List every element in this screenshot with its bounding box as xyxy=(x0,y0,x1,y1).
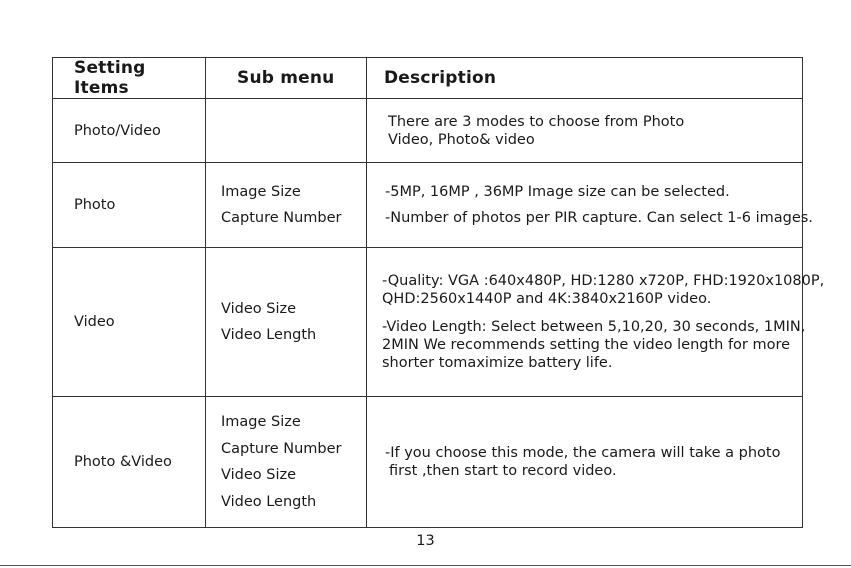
setting-item-video: Video xyxy=(53,248,206,397)
submenu-cell xyxy=(206,163,367,248)
submenu-item: Capture Number xyxy=(221,440,342,457)
page-number: 13 xyxy=(416,533,435,549)
description-cell xyxy=(367,248,825,397)
submenu-cell-empty xyxy=(206,99,367,163)
description-cell xyxy=(367,99,803,163)
description-line: -Quality: VGA :640x480P, HD:1280 x720P, FHD:1920x1080P, xyxy=(382,273,825,289)
description-line: 2MIN We recommends setting the video length for more xyxy=(382,337,791,353)
description-line: first ,then start to record video. xyxy=(389,463,617,479)
description-line: QHD:2560x1440P and 4K:3840x2160P video. xyxy=(382,291,712,307)
description-line: -If you choose this mode, the camera will take a photo xyxy=(385,445,781,461)
table-row xyxy=(53,99,803,163)
description-line: There are 3 modes to choose from Photo xyxy=(388,113,685,130)
description-line: Video, Photo& video xyxy=(388,131,535,148)
table-header-row xyxy=(53,58,803,99)
description-line: -Number of photos per PIR capture. Can select 1-6 images. xyxy=(385,210,813,226)
description-cell xyxy=(367,163,813,248)
table-row xyxy=(53,163,803,248)
submenu-item: Capture Number xyxy=(221,210,342,226)
header-sub-menu: Sub menu xyxy=(206,58,367,99)
submenu-item: Video Length xyxy=(221,327,317,343)
table-row xyxy=(53,248,803,397)
description-cell xyxy=(367,397,803,528)
description-line: -Video Length: Select between 5,10,20, 30 seconds, 1MIN, xyxy=(382,319,806,335)
submenu-cell xyxy=(206,397,367,528)
submenu-item: Image Size xyxy=(221,414,301,430)
setting-item-photo: Photo xyxy=(53,163,206,248)
table-row xyxy=(53,397,803,528)
header-description: Description xyxy=(367,58,803,99)
description-line: -5MP, 16MP , 36MP Image size can be selected. xyxy=(385,184,730,200)
submenu-item: Image Size xyxy=(221,183,301,200)
setting-item-photo-video: Photo/Video xyxy=(53,99,206,163)
setting-item-photo-and-video: Photo &Video xyxy=(53,397,206,528)
header-setting-items: Setting Items xyxy=(53,58,206,99)
submenu-cell xyxy=(206,248,367,397)
bottom-divider xyxy=(0,565,851,566)
settings-table xyxy=(52,57,825,528)
submenu-item: Video Length xyxy=(221,493,317,510)
submenu-item: Video Size xyxy=(221,300,296,317)
submenu-item: Video Size xyxy=(221,467,296,483)
description-line: shorter tomaximize battery life. xyxy=(382,355,613,371)
